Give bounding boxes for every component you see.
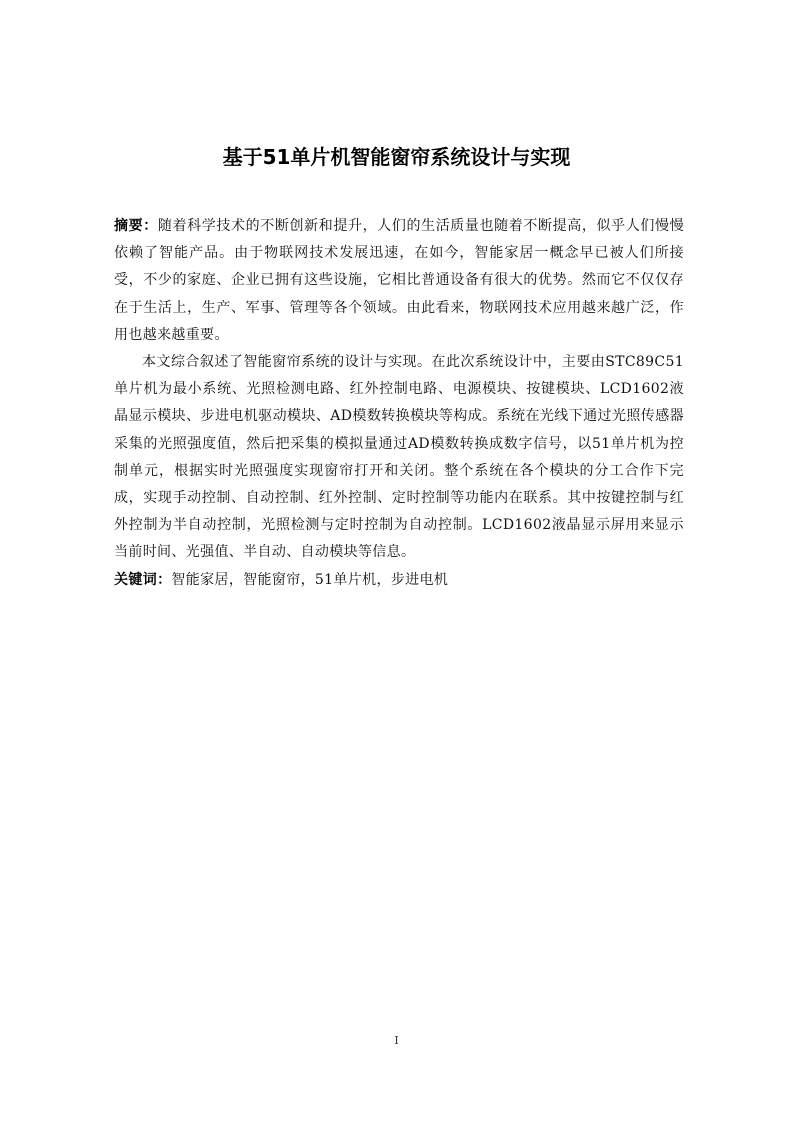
- keywords-label-separator: ：: [157, 571, 172, 588]
- abstract-label-separator: ：: [143, 218, 158, 234]
- abstract-label: [114, 218, 158, 234]
- keywords-line: [114, 567, 684, 594]
- abstract-label-text: 摘要: [114, 218, 144, 234]
- abstract-body: [114, 213, 684, 594]
- page-title: 基于51单片机智能窗帘系统设计与实现: [222, 145, 571, 169]
- keywords-label-text: 关键词: [114, 571, 158, 588]
- page-number: I: [394, 1034, 399, 1047]
- abstract-paragraph-1: [114, 213, 684, 349]
- keywords-text: 智能家居，智能窗帘，51单片机，步进电机: [171, 571, 449, 588]
- abstract-paragraph-2: 本文综合叙述了智能窗帘系统的设计与实现。在此次系统设计中，主要由STC89C51单片机为最小系统、光照检测电路、红外控制电路、电源模块、按键模块、LCD1602液晶显示模块、步进电机驱动模块、AD模数转换模块等构成。系统在光线下通过光照传感器采集的光照强度值，然后把采集的模拟量通过AD模数转换成数字信号，以51单片机为控制单元，根据实时光照强度实现窗帘打开和关闭。整个系统在各个模块的分工合作下完成，实现手动控制、自动控制、红外控制、定时控制等功能内在联系。其中按键控制与红外控制为半自动控制，光照检测与定时控制为自动控制。LCD1602液晶显示屏用来显示当前时间、光强值、半自动、自动模块等信息。: [114, 354, 684, 561]
- abstract-paragraph-1-text: 随着科学技术的不断创新和提升，人们的生活质量也随着不断提高，似乎人们慢慢依赖了智能产品。由于物联网技术发展迅速，在如今，智能家居一概念早已被人们所接受，不少的家庭、企业已拥有这些设施，它相比普通设备有很大的优势。然而它不仅仅存在于生活上，生产、军事、管理等各个领域。由此看来，物联网技术应用越来越广泛，作用也越来越重要。: [114, 218, 684, 343]
- keywords-label: [114, 572, 171, 588]
